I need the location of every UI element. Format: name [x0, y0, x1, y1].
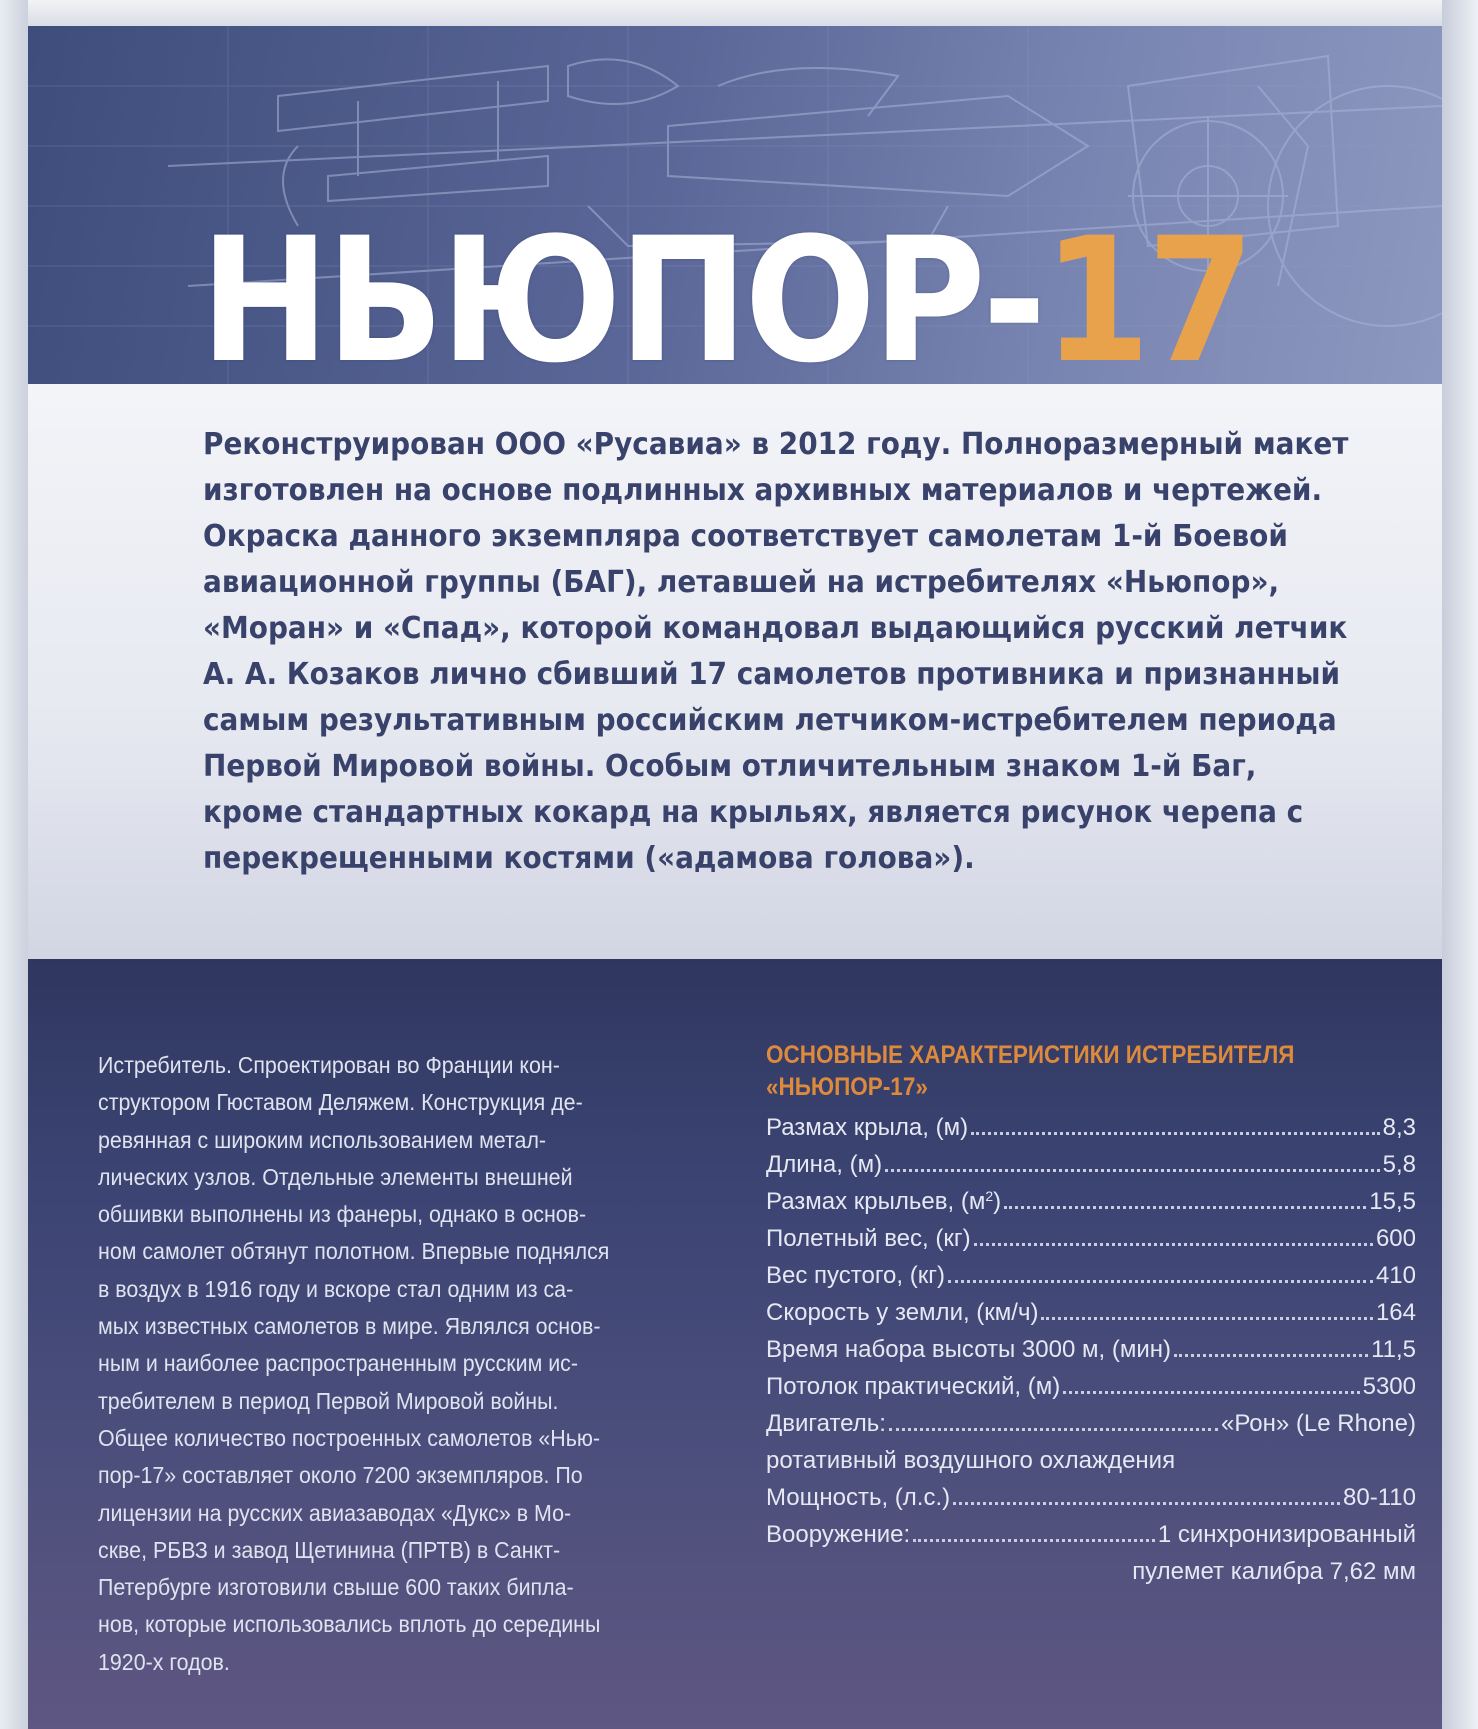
spec-label: Скорость у земли, (км/ч): [766, 1299, 1039, 1326]
leader-dots: [953, 1502, 1340, 1505]
leader-dots: [971, 1132, 1380, 1135]
description-line: нов, которые использовались вплоть до середины: [98, 1611, 601, 1638]
spec-row-armament: [766, 1516, 1416, 1553]
spec-label: Вооружение:: [766, 1521, 911, 1548]
description-line: ным и наиболее распространенным русским ис-: [98, 1350, 579, 1377]
spec-value: 410: [1375, 1262, 1416, 1289]
intro-section: [28, 384, 1442, 989]
spec-label: [766, 1183, 1001, 1220]
leader-dots: [913, 1539, 1155, 1542]
spec-label: Потолок практический, (м): [766, 1373, 1061, 1400]
spec-row-climb-time: [766, 1331, 1416, 1368]
leader-dots: [1041, 1317, 1372, 1320]
description-line: обшивки выполнены из фанеры, однако в основ-: [98, 1201, 587, 1228]
intro-line: изготовлен на основе подлинных архивных материалов и чертежей.: [203, 473, 1323, 508]
description-paragraph: [98, 1047, 693, 1681]
description-line: ревянная с широким использованием метал-: [98, 1126, 547, 1153]
spec-row-power: [766, 1479, 1416, 1516]
title-name: НЬЮПОР-: [200, 200, 1043, 384]
page-title: [200, 200, 1252, 384]
intro-line: «Моран» и «Спад», которой командовал выдающийся русский летчик: [203, 611, 1348, 646]
spec-row-engine: [766, 1405, 1416, 1442]
spec-value: 11,5: [1371, 1336, 1416, 1363]
spec-label: Размах крыла, (м): [766, 1114, 969, 1141]
spec-row-wing-area: [766, 1183, 1416, 1220]
spec-value: 600: [1375, 1225, 1416, 1252]
leader-dots: [1063, 1391, 1359, 1394]
leader-dots: [885, 1169, 1380, 1172]
spec-label: Мощность, (л.с.): [766, 1484, 951, 1511]
sign-frame-left: [0, 0, 28, 1729]
spec-label-end: ): [993, 1188, 1002, 1215]
spec-value: «Рон» (Le Rhone): [1221, 1410, 1416, 1437]
intro-line: Окраска данного экземпляра соответствует самолетам 1-й Боевой: [203, 519, 1288, 554]
leader-dots: [974, 1243, 1373, 1246]
description-line: лических узлов. Отдельные элементы внешней: [98, 1163, 573, 1190]
spec-armament-note: пулемет калибра 7,62 мм: [1132, 1558, 1416, 1585]
specs-table: [766, 1039, 1416, 1590]
spec-value: 1 синхронизированный: [1157, 1521, 1416, 1548]
spec-label: Вес пустого, (кг): [766, 1262, 945, 1289]
spec-row-takeoff-weight: [766, 1220, 1416, 1257]
description-line: в воздух в 1916 году и вскоре стал одним из са-: [98, 1275, 574, 1302]
title-number: 17: [1042, 200, 1252, 384]
spec-row-ground-speed: [766, 1294, 1416, 1331]
spec-value: 5300: [1362, 1373, 1416, 1400]
spec-label-text: Размах крыльев, (м: [766, 1188, 986, 1215]
specs-title: ОСНОВНЫЕ ХАРАКТЕРИСТИКИ ИСТРЕБИТЕЛЯ: [766, 1041, 1295, 1069]
spec-value: 80-110: [1343, 1484, 1416, 1511]
sign-frame-top: [28, 0, 1442, 26]
superscript: 2: [985, 1188, 994, 1204]
intro-line: Реконструирован ООО «Русавиа» в 2012 году. Полноразмерный макет: [203, 427, 1349, 462]
description-line: структором Гюставом Деляжем. Конструкция де-: [98, 1089, 583, 1116]
leader-dots: [1174, 1354, 1368, 1357]
intro-line: А. А. Козаков лично сбивший 17 самолетов противника и признанный: [203, 657, 1340, 692]
description-line: 1920-х годов.: [98, 1648, 230, 1675]
description-line: ном самолет обтянут полотном. Впервые поднялся: [98, 1238, 610, 1265]
spec-engine-note: ротативный воздушного охлаждения: [766, 1447, 1176, 1474]
description-line: требителем в период Первой Мировой войны.: [98, 1387, 559, 1414]
spec-row-length: [766, 1146, 1416, 1183]
spec-label: Полетный вес, (кг): [766, 1225, 971, 1252]
spec-value: 5,8: [1382, 1151, 1416, 1178]
intro-paragraph: [203, 422, 1349, 882]
specs-subtitle: «НЬЮПОР-17»: [766, 1073, 928, 1101]
description-line: пор-17» составляет около 7200 экземпляров. По: [98, 1462, 583, 1489]
spec-value: 8,3: [1382, 1114, 1416, 1141]
spec-label: Двигатель:: [766, 1410, 886, 1437]
leader-dots: [889, 1428, 1218, 1431]
leader-dots: [948, 1280, 1373, 1283]
header-banner: [28, 26, 1442, 384]
description-line: мых известных самолетов в мире. Являлся основ-: [98, 1313, 601, 1340]
spec-label: Длина, (м): [766, 1151, 883, 1178]
spec-row-ceiling: [766, 1368, 1416, 1405]
description-line: Петербурге изготовили свыше 600 таких бипла-: [98, 1574, 574, 1601]
spec-row-empty-weight: [766, 1257, 1416, 1294]
intro-line: Первой Мировой войны. Особым отличительным знаком 1-й Баг,: [203, 749, 1257, 784]
description-line: Истребитель. Спроектирован во Франции кон-: [98, 1052, 560, 1078]
description-line: скве, РБВЗ и завод Щетинина (ПРТВ) в Санкт-: [98, 1536, 561, 1563]
sign-frame-right: [1442, 0, 1478, 1729]
description-line: Общее количество построенных самолетов «Нью-: [98, 1424, 601, 1451]
description-line: лицензии на русских авиазаводах «Дукс» в Мо-: [98, 1499, 572, 1526]
spec-value: 164: [1375, 1299, 1416, 1326]
intro-line: кроме стандартных кокард на крыльях, является рисунок черепа с: [203, 795, 1304, 830]
details-section: [28, 959, 1442, 1729]
intro-line: авиационной группы (БАГ), летавшей на истребителях «Ньюпор»,: [203, 565, 1280, 600]
spec-label: Время набора высоты 3000 м, (мин): [766, 1336, 1171, 1363]
leader-dots: [1004, 1206, 1366, 1209]
spec-row-wingspan: [766, 1109, 1416, 1146]
intro-line: самым результативным российским летчиком-истребителем периода: [203, 703, 1337, 738]
spec-value: 15,5: [1369, 1188, 1416, 1215]
intro-line: перекрещенными костями («адамова голова»).: [203, 841, 975, 876]
info-sign-panel: [28, 26, 1442, 1729]
